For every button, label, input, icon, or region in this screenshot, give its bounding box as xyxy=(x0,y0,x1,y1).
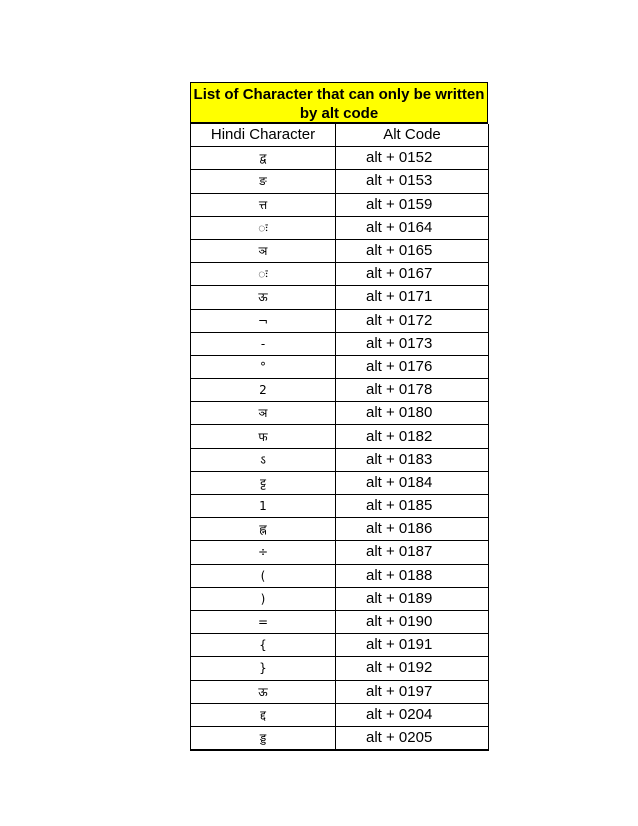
table-row xyxy=(191,425,489,448)
table-row xyxy=(191,239,489,262)
alt-code-cell: alt + 0176 xyxy=(336,355,489,378)
alt-code-cell: alt + 0165 xyxy=(336,239,489,262)
alt-code-cell: alt + 0187 xyxy=(336,541,489,564)
hindi-character-cell: } xyxy=(191,657,336,680)
table-row xyxy=(191,657,489,680)
alt-code-cell: alt + 0167 xyxy=(336,263,489,286)
hindi-character-cell: = xyxy=(191,610,336,633)
alt-code-cell: alt + 0185 xyxy=(336,495,489,518)
table-row xyxy=(191,286,489,309)
table-row xyxy=(191,518,489,541)
table-row xyxy=(191,309,489,332)
table-row xyxy=(191,564,489,587)
hindi-character-cell: द्द xyxy=(191,703,336,726)
hindi-character-cell: ः xyxy=(191,263,336,286)
alt-code-cell: alt + 0188 xyxy=(336,564,489,587)
table-row xyxy=(191,471,489,494)
hindi-character-cell: ङ xyxy=(191,170,336,193)
table-row xyxy=(191,610,489,633)
alt-code-table xyxy=(190,124,489,751)
alt-code-cell: alt + 0172 xyxy=(336,309,489,332)
alt-code-cell: alt + 0180 xyxy=(336,402,489,425)
table-row xyxy=(191,726,489,750)
hindi-character-cell: ऊ xyxy=(191,286,336,309)
table-row xyxy=(191,263,489,286)
alt-code-cell: alt + 0189 xyxy=(336,587,489,610)
table-row xyxy=(191,216,489,239)
header-hindi-character: Hindi Character xyxy=(191,124,336,147)
alt-code-sheet xyxy=(190,82,488,751)
alt-code-cell: alt + 0178 xyxy=(336,379,489,402)
table-row xyxy=(191,355,489,378)
hindi-character-cell: ड्ड xyxy=(191,726,336,750)
alt-code-cell: alt + 0186 xyxy=(336,518,489,541)
table-row xyxy=(191,332,489,355)
alt-code-cell: alt + 0190 xyxy=(336,610,489,633)
hindi-character-cell: ° xyxy=(191,355,336,378)
hindi-character-cell: ऊ xyxy=(191,680,336,703)
alt-code-cell: alt + 0182 xyxy=(336,425,489,448)
hindi-character-cell: ) xyxy=(191,587,336,610)
hindi-character-cell: 1 xyxy=(191,495,336,518)
alt-code-cell: alt + 0191 xyxy=(336,634,489,657)
table-title: List of Character that can only be written by alt code xyxy=(190,82,488,124)
table-row xyxy=(191,634,489,657)
hindi-character-cell: ञ xyxy=(191,402,336,425)
alt-code-cell: alt + 0173 xyxy=(336,332,489,355)
table-row xyxy=(191,680,489,703)
header-row xyxy=(191,124,489,147)
alt-code-cell: alt + 0205 xyxy=(336,726,489,750)
table-row xyxy=(191,541,489,564)
hindi-character-cell: फ xyxy=(191,425,336,448)
table-row xyxy=(191,379,489,402)
hindi-character-cell: ऽ xyxy=(191,448,336,471)
hindi-character-cell: ः xyxy=(191,216,336,239)
table-row xyxy=(191,703,489,726)
hindi-character-cell: ¬ xyxy=(191,309,336,332)
alt-code-cell: alt + 0152 xyxy=(336,147,489,170)
alt-code-cell: alt + 0153 xyxy=(336,170,489,193)
table-row xyxy=(191,448,489,471)
alt-code-cell: alt + 0184 xyxy=(336,471,489,494)
table-body xyxy=(191,147,489,750)
header-alt-code: Alt Code xyxy=(336,124,489,147)
alt-code-cell: alt + 0171 xyxy=(336,286,489,309)
hindi-character-cell: ञ xyxy=(191,239,336,262)
hindi-character-cell: ह्न xyxy=(191,518,336,541)
alt-code-cell: alt + 0197 xyxy=(336,680,489,703)
hindi-character-cell: 2 xyxy=(191,379,336,402)
alt-code-cell: alt + 0204 xyxy=(336,703,489,726)
hindi-character-cell: ÷ xyxy=(191,541,336,564)
hindi-character-cell: ( xyxy=(191,564,336,587)
table-row xyxy=(191,193,489,216)
alt-code-cell: alt + 0183 xyxy=(336,448,489,471)
table-row xyxy=(191,402,489,425)
hindi-character-cell: { xyxy=(191,634,336,657)
table-row xyxy=(191,170,489,193)
table-row xyxy=(191,495,489,518)
alt-code-cell: alt + 0159 xyxy=(336,193,489,216)
hindi-character-cell: द्व xyxy=(191,147,336,170)
table-row xyxy=(191,587,489,610)
hindi-character-cell: ट्ट xyxy=(191,471,336,494)
hindi-character-cell: त्त xyxy=(191,193,336,216)
hindi-character-cell: - xyxy=(191,332,336,355)
table-row xyxy=(191,147,489,170)
alt-code-cell: alt + 0164 xyxy=(336,216,489,239)
alt-code-cell: alt + 0192 xyxy=(336,657,489,680)
